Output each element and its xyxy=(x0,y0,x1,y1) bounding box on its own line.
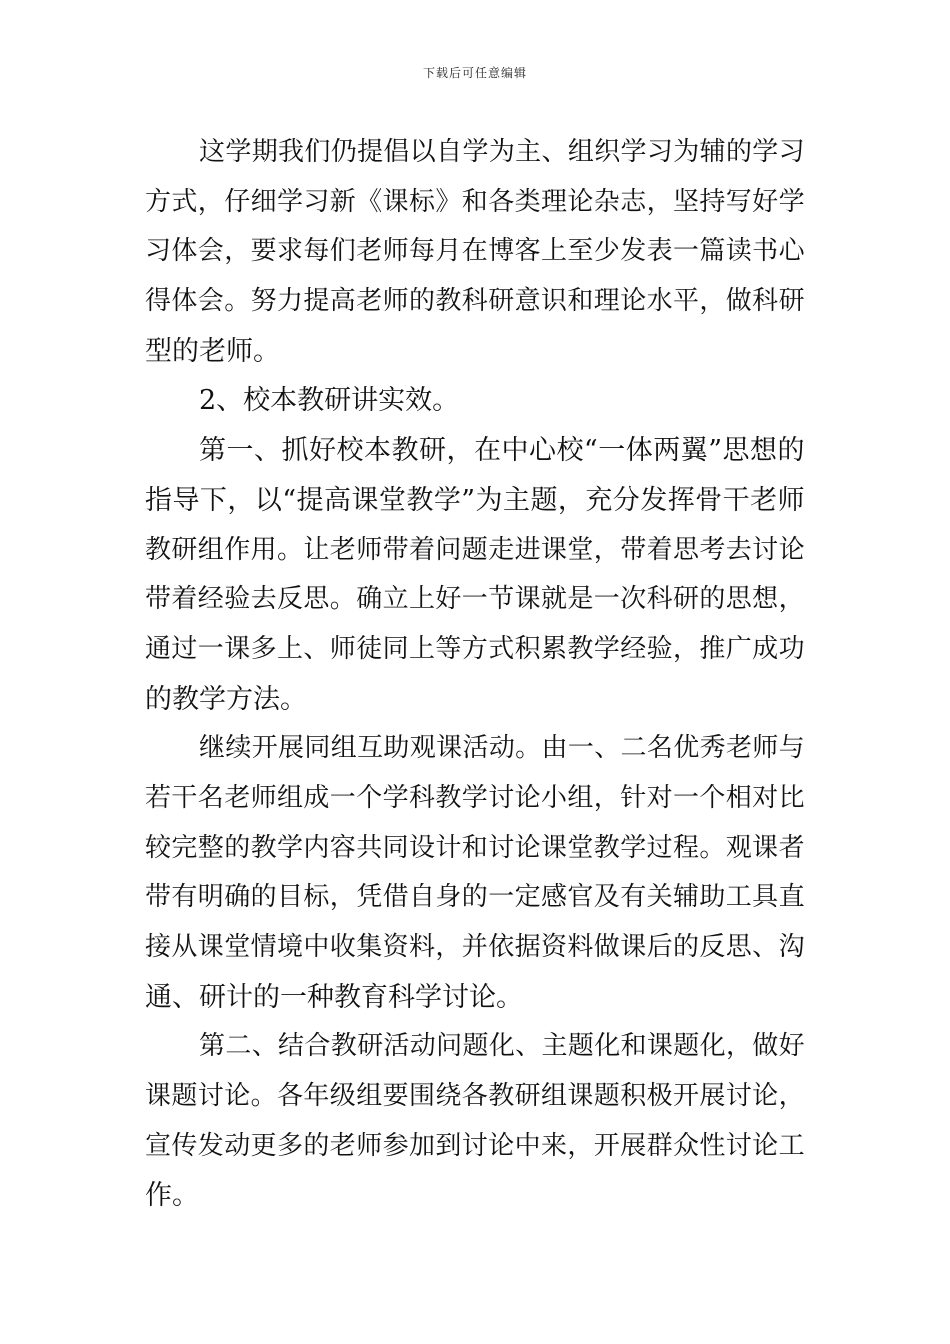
text-line: 通、研计的一种教育科学讨论。 xyxy=(145,981,523,1013)
text-line: 习体会，要求每们老师每月在博客上至少发表一篇读书心 xyxy=(145,236,805,267)
text-line: 带有明确的目标，凭借自身的一定感官及有关辅助工具直 xyxy=(145,882,805,913)
text-line: 这学期我们仍提倡以自学为主、组织学习为辅的学习 xyxy=(199,137,805,167)
text-line: 宣传发动更多的老师参加到讨论中来，开展群众性讨论工 xyxy=(145,1130,805,1161)
text-line: 2、校本教研讲实效。 xyxy=(199,385,460,417)
text-line: 第一、抓好校本教研，在中心校“一体两翼”思想的 xyxy=(199,435,805,467)
text-line: 较完整的教学内容共同设计和讨论课堂教学过程。观课者 xyxy=(145,832,805,863)
text-line: 得体会。努力提高老师的教科研意识和理论水平，做科研 xyxy=(145,286,805,317)
text-line: 若干名老师组成一个学科教学讨论小组，针对一个相对比 xyxy=(145,782,805,813)
text-line: 型的老师。 xyxy=(145,335,280,367)
text-line: 通过一课多上、师徒同上等方式积累教学经验，推广成功 xyxy=(145,633,805,664)
document-body xyxy=(145,128,805,1221)
text-line: 作。 xyxy=(145,1180,199,1212)
text-line: 课题讨论。各年级组要围绕各教研组课题积极开展讨论， xyxy=(145,1081,805,1112)
text-line: 指导下，以“提高课堂教学”为主题，充分发挥骨干老师 xyxy=(145,484,805,516)
page-header: 下载后可任意编辑 xyxy=(422,66,527,80)
text-line: 第二、结合教研活动问题化、主题化和课题化，做好 xyxy=(199,1031,805,1062)
text-line: 教研组作用。让老师带着问题走进课堂，带着思考去讨论 xyxy=(145,534,805,565)
text-line: 方式，仔细学习新《课标》和各类理论杂志，坚持写好学 xyxy=(145,186,805,217)
text-line: 带着经验去反思。确立上好一节课就是一次科研的思想， xyxy=(145,584,805,615)
text-line: 继续开展同组互助观课活动。由一、二名优秀老师与 xyxy=(199,733,805,764)
text-line: 接从课堂情境中收集资料，并依据资料做课后的反思、沟 xyxy=(145,932,805,962)
text-line: 的教学方法。 xyxy=(145,683,307,715)
